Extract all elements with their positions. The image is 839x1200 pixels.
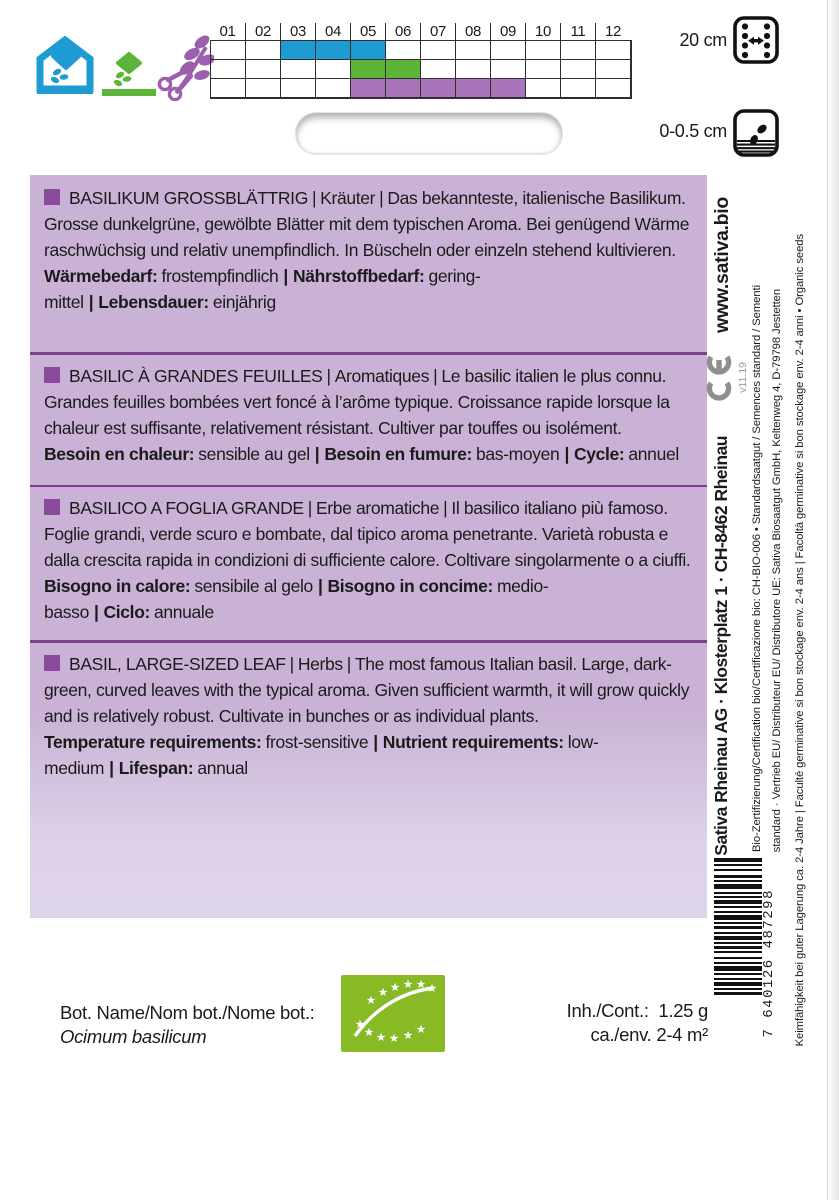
- category: Erbe aromatiche: [315, 498, 440, 518]
- calendar-cell: [421, 79, 456, 98]
- calendar-cell: [246, 79, 281, 98]
- category: Kräuter: [320, 188, 376, 208]
- calendar-cell: [281, 41, 316, 60]
- calendar-cell: [316, 60, 351, 79]
- calendar-cell: [561, 79, 596, 98]
- calendar-cell: [421, 60, 456, 79]
- version-label: v11.19: [737, 362, 749, 393]
- botanical-name-label: Bot. Name/Nom bot./Nome bot.:: [60, 1002, 315, 1023]
- description-text: Le basilic italien le plus connu. Grandes feuilles bombées vert foncé à l’arôme typique. Croissance rapide lorsque la chaleur est suffisante, relativement résistant. Cultiver par touffes ou isolément.: [44, 365, 670, 438]
- calendar-cell: [596, 79, 631, 98]
- calendar-cell: [526, 79, 561, 98]
- calendar-cell: [386, 41, 421, 60]
- content-block: [567, 999, 708, 1047]
- calendar-cell: [316, 41, 351, 60]
- eu-organic-logo: [341, 975, 445, 1052]
- description-text: The most famous Italian basil. Large, dark-green, curved leaves with the typical aroma. Given sufficient warmth, it will grow quickly and is relatively robust. Cultivate in bunches or as individual plants.: [44, 653, 690, 726]
- packet-edge-shadow: [827, 0, 839, 1200]
- calendar-cell: [526, 41, 561, 60]
- ce-mark-icon: [706, 352, 732, 404]
- svg-text:★: ★: [388, 1031, 400, 1045]
- botanical-name-block: [60, 1001, 315, 1049]
- plant-spacing-icon: [733, 16, 779, 64]
- calendar-cell: [596, 60, 631, 79]
- variety-name: BASIL, LARGE-SIZED LEAF: [69, 653, 286, 674]
- section-divider: [30, 352, 707, 355]
- content-label: Inh./Cont.:: [566, 1000, 649, 1021]
- calendar-cell: [526, 60, 561, 79]
- svg-text:★: ★: [402, 977, 414, 991]
- pipe-separator: |: [326, 365, 331, 386]
- website-url: www.sativa.bio: [711, 197, 733, 333]
- calendar-month: 11: [560, 23, 595, 40]
- pipe-separator: |: [379, 188, 384, 208]
- pipe-separator: |: [346, 653, 351, 674]
- pipe-separator: |: [433, 365, 438, 386]
- variety-name: BASILIKUM GROSSBLÄTTRIG: [69, 188, 308, 208]
- calendar-grid: [210, 40, 632, 99]
- svg-text:★: ★: [389, 980, 401, 994]
- harvest-icon: [156, 33, 214, 101]
- svg-text:★: ★: [402, 1028, 414, 1042]
- svg-text:★: ★: [363, 1025, 375, 1039]
- svg-text:★: ★: [377, 985, 389, 999]
- calendar-cell: [246, 60, 281, 79]
- calendar-month: 04: [315, 23, 350, 40]
- calendar-cell: [386, 79, 421, 98]
- svg-text:★: ★: [354, 1017, 366, 1031]
- calendar-month: 06: [385, 23, 420, 40]
- coverage-value: ca./env. 2-4 m²: [590, 1024, 708, 1045]
- calendar-month: 12: [595, 23, 630, 40]
- section-divider: [30, 640, 707, 643]
- sow-indoor-icon: [33, 36, 97, 97]
- sowing-calendar: [210, 23, 631, 99]
- category: Aromatiques: [334, 365, 430, 386]
- calendar-cell: [456, 60, 491, 79]
- section-italian: [44, 493, 693, 633]
- svg-text:★: ★: [415, 977, 427, 991]
- section-english: [44, 649, 693, 781]
- calendar-cell: [596, 41, 631, 60]
- pipe-separator: |: [289, 653, 294, 674]
- calendar-cell: [561, 41, 596, 60]
- calendar-month: 02: [245, 23, 280, 40]
- certification-line-1: Bio-Zertifizierung/Certification bio/Certificazione bio: CH-BIO-006 • Standardsaatgut / Semences standard / Sementi: [751, 285, 763, 852]
- certification-line-2: standard · Vertrieb EU/ Distributeur EU/ Distributore UE: Sativa Biosaatgut GmbH, Keltenweg 4, D-79798 Jestetten: [771, 288, 783, 852]
- content-value: 1.25 g: [658, 1000, 708, 1021]
- variety-name: BASILICO A FOGLIA GRANDE: [69, 498, 304, 518]
- section-bullet: [44, 189, 60, 205]
- botanical-name: Ocimum basilicum: [60, 1026, 207, 1047]
- calendar-cell: [491, 79, 526, 98]
- sowing-depth-label: 0-0.5 cm: [659, 121, 727, 141]
- calendar-month: 07: [420, 23, 455, 40]
- calendar-month: 10: [525, 23, 560, 40]
- calendar-cell: [211, 79, 246, 98]
- calendar-month: 09: [490, 23, 525, 40]
- calendar-cell: [281, 79, 316, 98]
- barcode-number: 7 640126 487298: [761, 889, 777, 1038]
- calendar-cell: [211, 41, 246, 60]
- pipe-separator: |: [311, 188, 317, 208]
- calendar-cell: [351, 41, 386, 60]
- producer-address: Sativa Rheinau AG · Klosterplatz 1 · CH-8462 Rheinau: [711, 436, 731, 856]
- hang-hole-slot: [295, 112, 563, 155]
- calendar-cell: [421, 41, 456, 60]
- pipe-separator: |: [443, 498, 448, 518]
- spec-line: Bisogno in calore: sensibile al gelo | Bisogno in concime: medio-basso | Ciclo: annuale: [44, 576, 549, 622]
- barcode: [714, 858, 762, 1038]
- description-text: Il basilico italiano più famoso. Foglie grandi, verde scuro e bombate, dal tipico aroma penetrante. Varietà robusta e dalla crescita rapida in condizioni di sufficiente calore. Coltivare singolarmente o a ciuffi.: [44, 498, 691, 570]
- plant-spacing-label: 20 cm: [679, 30, 727, 50]
- calendar-month: 05: [350, 23, 385, 40]
- sow-outdoor-icon: [101, 52, 157, 97]
- calendar-cell: [281, 60, 316, 79]
- calendar-cell: [386, 60, 421, 79]
- spec-line: Temperature requirements: frost-sensitive | Nutrient requirements: low-medium | Lifespan: annual: [44, 731, 599, 778]
- section-french: [44, 361, 693, 478]
- calendar-cell: [211, 60, 246, 79]
- calendar-cell: [456, 41, 491, 60]
- svg-text:★: ★: [365, 993, 377, 1007]
- calendar-cell: [316, 79, 351, 98]
- calendar-cell: [246, 41, 281, 60]
- calendar-month: 03: [280, 23, 315, 40]
- section-german: [44, 183, 693, 345]
- section-bullet: [44, 367, 60, 383]
- svg-text:★: ★: [415, 1022, 427, 1036]
- calendar-cell: [561, 60, 596, 79]
- description-text: Das bekannteste, italienische Basilikum. Grosse dunkelgrüne, gewölbte Blätter mit dem typischen Aroma. Bei genügend Wärme raschwüchsig und relativ unempfindlich. In Büscheln oder einzeln stehend kultivieren.: [44, 188, 690, 260]
- spec-line: Wärmebedarf: frostempfindlich | Nährstoffbedarf: gering-mittel | Lebensdauer: einjährig: [44, 266, 481, 312]
- svg-text:★: ★: [426, 981, 438, 995]
- svg-text:★: ★: [375, 1030, 387, 1044]
- calendar-month-header: [210, 23, 631, 40]
- calendar-cell: [351, 60, 386, 79]
- pipe-separator: |: [307, 498, 312, 518]
- germination-note: Keimfähigkeit bei guter Lagerung ca. 2-4 Jahre | Faculté germinative si bon stockage env. 2-4 ans | Facoltà germinative si bon stockage env. 2-4 anni • Organic seeds: [794, 233, 806, 1046]
- section-divider: [30, 485, 707, 488]
- calendar-cell: [456, 79, 491, 98]
- calendar-month: 01: [219, 23, 236, 40]
- calendar-cell: [351, 79, 386, 98]
- calendar-cell: [491, 41, 526, 60]
- section-bullet: [44, 499, 60, 515]
- calendar-cell: [491, 60, 526, 79]
- description-panel: [30, 175, 707, 918]
- spec-line: Besoin en chaleur: sensible au gel | Besoin en fumure: bas-moyen | Cycle: annuel: [44, 443, 679, 464]
- variety-name: BASILIC À GRANDES FEUILLES: [69, 365, 323, 386]
- category: Herbs: [297, 653, 343, 674]
- section-bullet: [44, 655, 60, 671]
- calendar-month: 08: [455, 23, 490, 40]
- sowing-depth-icon: [733, 109, 779, 157]
